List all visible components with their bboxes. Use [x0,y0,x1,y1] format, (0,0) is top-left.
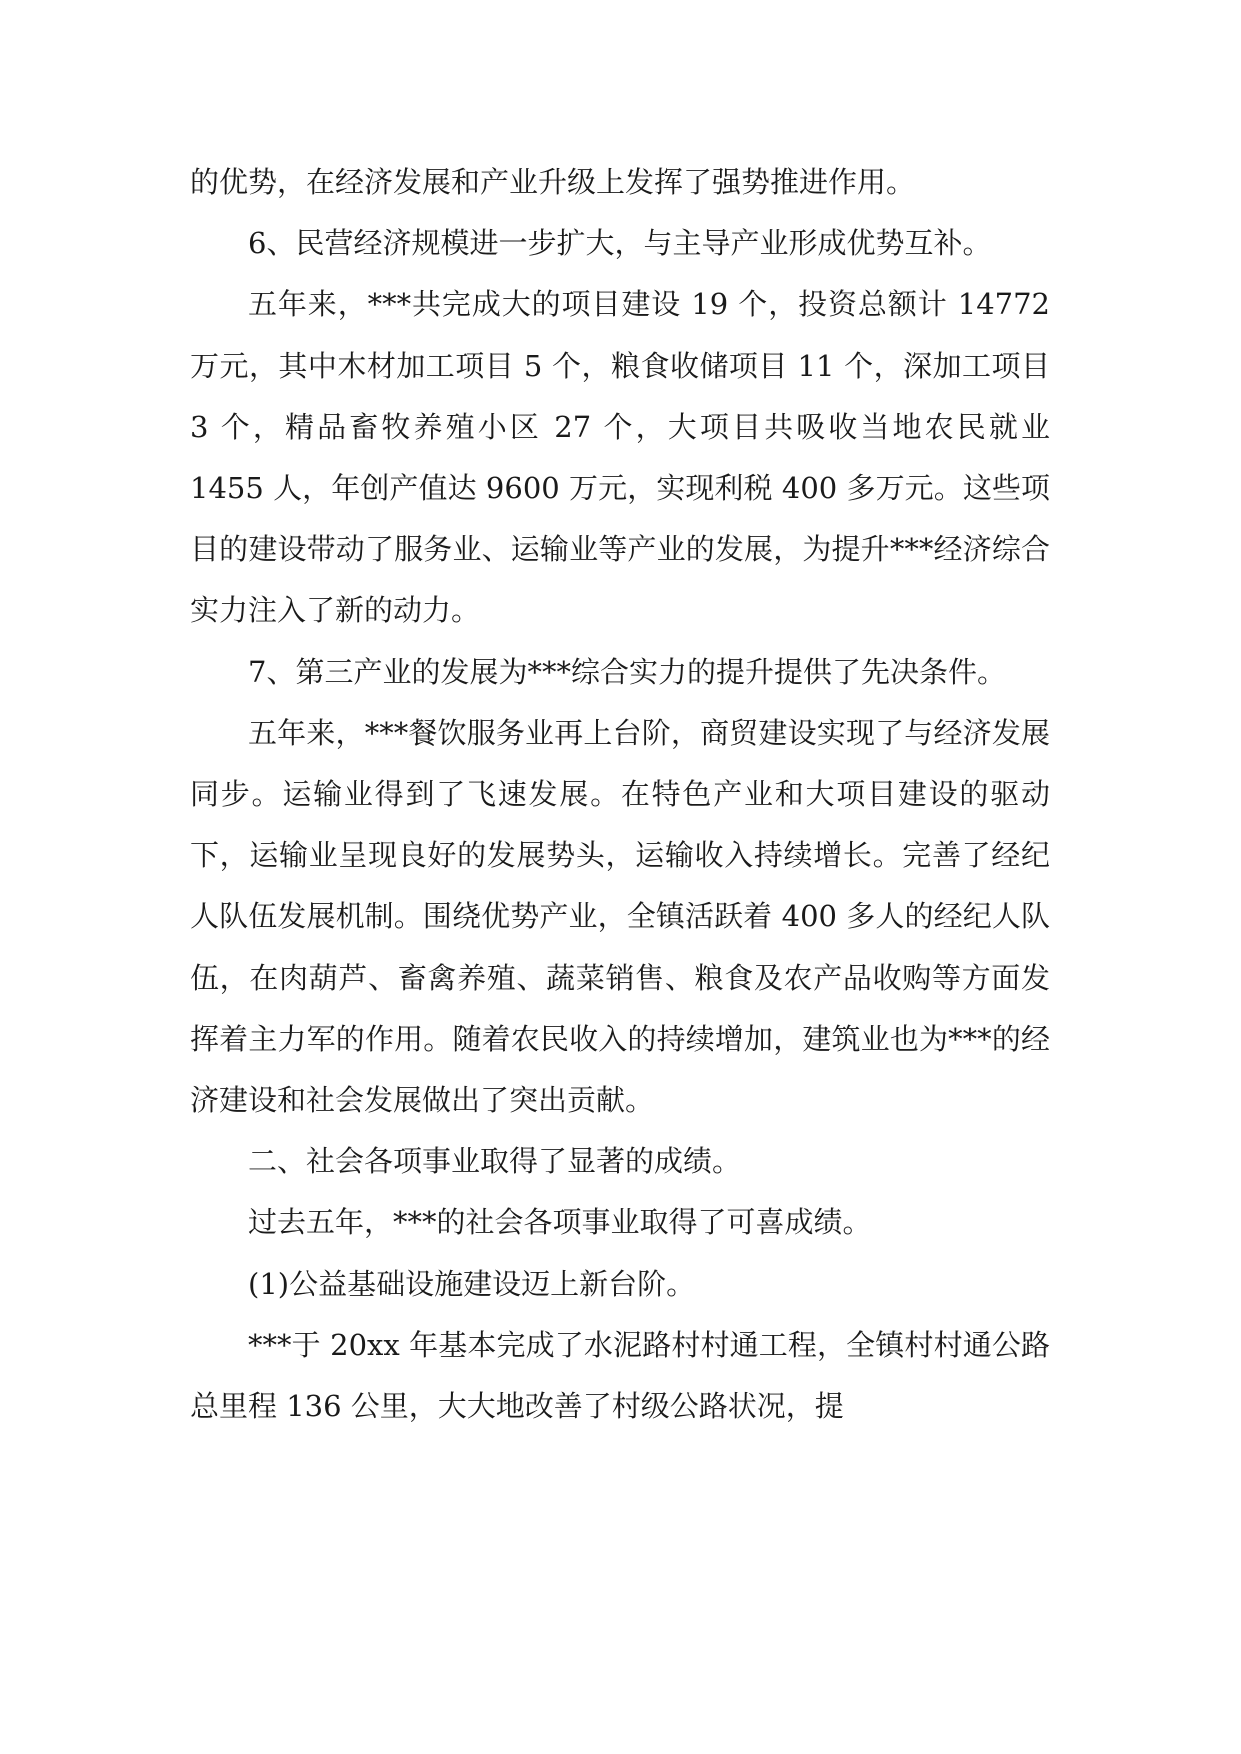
paragraph-private-economy: 五年来，***共完成大的项目建设 19 个，投资总额计 14772 万元，其中木材加工项目 5 个，粮食收储项目 11 个，深加工项目 3 个，精品畜牧养殖小区 27 个，大项目共吸收当地农民就业 1455 人，年创产值达 9600 万元，实现利税 400 多万元。这些项目的建设带动了服务业、运输业等产业的发展，为提升***经济综合实力注入了新的动力。 [190,287,1050,628]
paragraph-tertiary-industry: 五年来，***餐饮服务业再上台阶，商贸建设实现了与经济发展同步。运输业得到了飞速发展。在特色产业和大项目建设的驱动下，运输业呈现良好的发展势头，运输收入持续增长。完善了经纪人队伍发展机制。围绕优势产业，全镇活跃着 400 多人的经纪人队伍，在肉葫芦、畜禽养殖、蔬菜销售、粮食及农产品收购等方面发挥着主力军的作用。随着农民收入的持续增加，建筑业也为***的经济建设和社会发展做出了突出贡献。 [190,715,1050,1118]
paragraph-item-7-heading: 7、第三产业的发展为***综合实力的提升提供了先决条件。 [248,654,1006,689]
paragraph-continuation: 的优势，在经济发展和产业升级上发挥了强势推进作用。 [190,165,916,199]
document-body [190,152,1050,1437]
subheading-public-infrastructure: (1)公益基础设施建设迈上新台阶。 [248,1266,696,1301]
paragraph-road-project: ***于 20xx 年基本完成了水泥路村村通工程，全镇村村通公路总里程 136 公里，大大地改善了村级公路状况，提 [190,1327,1050,1424]
paragraph-social-summary: 过去五年，***的社会各项事业取得了可喜成绩。 [248,1205,872,1240]
section-heading-social: 二、社会各项事业取得了显著的成绩。 [248,1144,742,1179]
paragraph-item-6-heading: 6、民营经济规模进一步扩大，与主导产业形成优势互补。 [248,226,992,261]
